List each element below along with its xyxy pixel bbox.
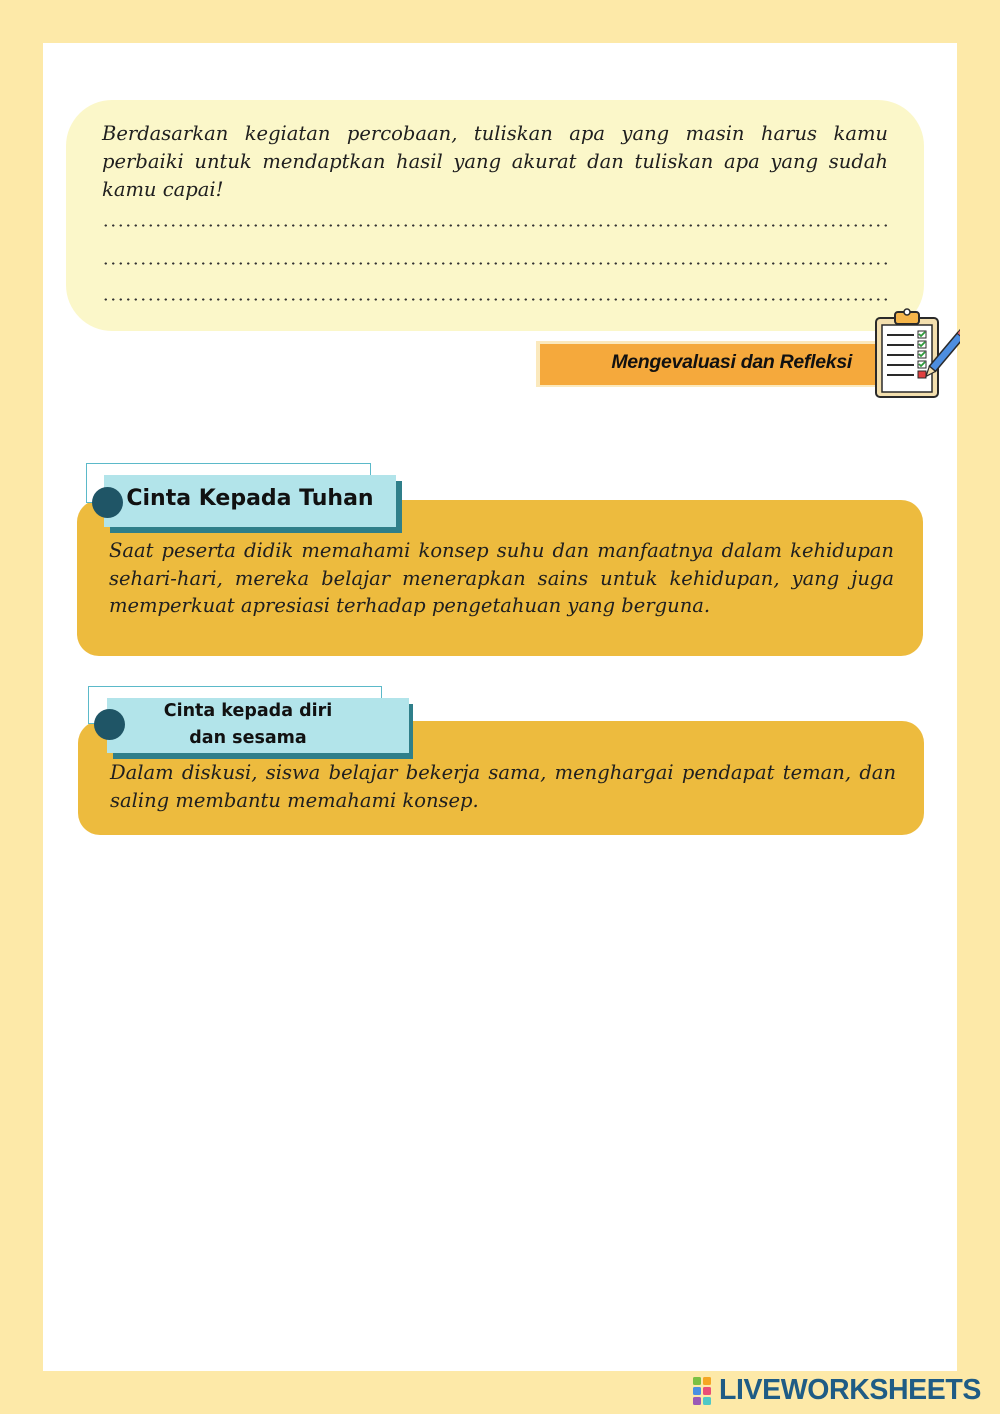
bullet-dot-icon <box>94 709 125 740</box>
logo-cube <box>693 1397 701 1405</box>
value-title-2-line-2: dan sesama <box>189 728 307 748</box>
answer-line-3[interactable] <box>102 298 888 301</box>
logo-cube <box>693 1387 701 1395</box>
clipboard-checklist-icon <box>868 305 960 401</box>
value-title-2-line-1: Cinta kepada diri <box>163 701 333 721</box>
value-text-2: Dalam diskusi, siswa belajar bekerja sama, menghargai pendapat teman, dan saling membantu memahami konsep. <box>110 761 896 812</box>
logo-cube <box>703 1387 711 1395</box>
prompt-text: Berdasarkan kegiatan percobaan, tuliskan apa yang masin harus kamu perbaiki untuk mendaptkan hasil yang akurat dan tuliskan apa yang sudah kamu capai! <box>102 122 888 201</box>
section-title: Mengevaluasi dan Refleksi <box>611 351 852 373</box>
answer-line-2[interactable] <box>102 262 888 265</box>
value-title-1: Cinta Kepada Tuhan <box>104 475 396 527</box>
liveworksheets-logo[interactable]: LIVEWORKSHEETS <box>719 1374 982 1406</box>
value-text-1: Saat peserta didik memahami konsep suhu dan manfaatnya dalam kehidupan sehari-hari, mereka belajar menerapkan sains untuk kehidupan, yang juga memperkuat apresiasi terhadap pengetahuan yang berguna. <box>109 539 894 617</box>
value-title-2 <box>107 698 409 753</box>
logo-cube <box>693 1377 701 1385</box>
logo-cube <box>703 1397 711 1405</box>
bullet-dot-icon <box>92 487 123 518</box>
answer-line-1[interactable] <box>102 224 888 227</box>
logo-cube <box>703 1377 711 1385</box>
